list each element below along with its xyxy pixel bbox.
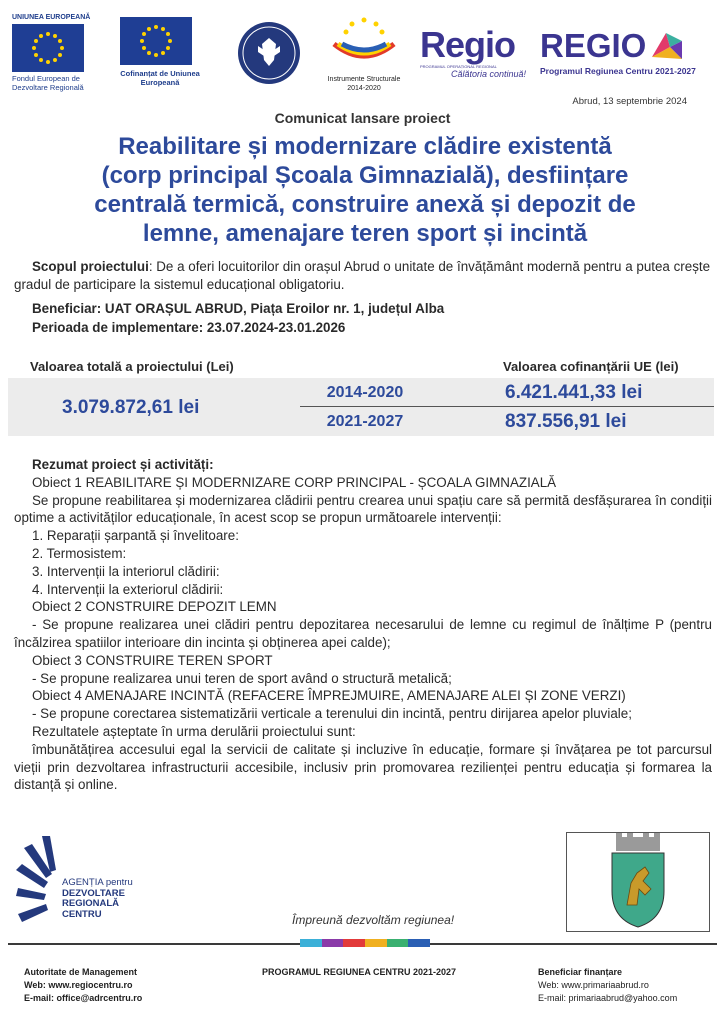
period-row <box>300 378 714 407</box>
period-row <box>300 407 714 436</box>
footer-col-2 <box>262 966 456 979</box>
regio-triangle-icon <box>650 29 684 63</box>
instrumente-logo <box>322 14 406 93</box>
period: 2021-2027 <box>326 412 404 430</box>
summary-line: - Se propune corectarea sistematizării verticale a terenului din incintă, pentru dirijarea apelor pluviale; <box>32 706 632 722</box>
regio-logo <box>420 26 532 79</box>
fedr-label: Fondul European de Dezvoltare Regională <box>12 74 84 92</box>
adr-line: AGENȚIA pentru <box>62 877 133 888</box>
total-value: 3.079.872,61 lei <box>62 397 200 418</box>
summary-line: Rezultatele așteptate în urma derulării proiectului sunt: <box>32 723 356 739</box>
col2-title: PROGRAMUL REGIUNEA CENTRU 2021-2027 <box>262 967 457 977</box>
slogan: Împreună dezvoltăm regiunea! <box>292 913 455 927</box>
eu-label: UNIUNEA EUROPEANĂ <box>12 14 91 21</box>
scope-text: : De a oferi locuitorilor din orașul Abrud o unitate de învățământ modernă pentru a putea crește gradul de participare la sistemul educațional obligatoriu. <box>14 259 711 292</box>
summary-line: Obiect 3 CONSTRUIRE TEREN SPORT <box>32 652 273 668</box>
col3-email[interactable]: E-mail: primariaabrud@yahoo.com <box>538 993 678 1003</box>
instrumente-structurale-icon <box>322 14 406 70</box>
summary-line: îmbunătățirea accesului egal la servicii de calitate și incluzive în educație, formare și învățarea pe tot parcursul vieții prin dezvoltarea infrastructurii accesibile, inclusiv prin promovarea rezilienței pentru educația și formarea la distanță și online. <box>14 741 712 793</box>
title-line: lemne, amenajare teren sport și incintă <box>142 220 588 247</box>
regio-small: PROGRAMUL OPERAȚIONAL REGIONAL <box>420 64 497 69</box>
adr-line: REGIONALĂ <box>62 898 119 909</box>
eu-logo-block <box>12 14 92 94</box>
summary-line: 2. Termosistem: <box>32 545 127 561</box>
adr-line: CENTRU <box>62 908 102 920</box>
eu-flag-icon <box>12 24 84 72</box>
regio-word: Regio <box>420 24 516 65</box>
adr-logo <box>16 834 146 930</box>
footer-col-1 <box>24 966 142 1005</box>
announcement-label: Comunicat lansare proiect <box>274 110 451 126</box>
regio2-logo <box>540 28 715 76</box>
abrud-coat-of-arms-icon <box>567 833 709 931</box>
amount: 837.556,91 lei <box>505 410 627 432</box>
title-line: centrală termică, construire anexă și depozit de <box>94 191 636 218</box>
coat-of-arms-box <box>566 832 710 932</box>
regio2-sub: Programul Regiunea Centru 2021-2027 <box>540 66 696 76</box>
project-title <box>20 132 710 248</box>
guvern-seal-icon <box>236 20 302 86</box>
adr-line: DEZVOLTARE <box>62 887 125 899</box>
col3-web[interactable]: Web: www.primariaabrud.ro <box>538 980 649 990</box>
period: 2014-2020 <box>326 383 404 401</box>
scope-paragraph <box>14 258 712 294</box>
date: Abrud, 13 septembrie 2024 <box>572 96 687 107</box>
summary-line: Obiect 4 AMENAJARE INCINTĂ (REFACERE ÎMPREJMUIRE, AMENAJARE ALEI ȘI ZONE VERZI) <box>32 688 626 704</box>
regio-tagline: Călătoria continuă! <box>450 69 526 79</box>
title-line: (corp principal Școala Gimnazială), desființare <box>101 162 629 189</box>
regio2-word: REGIO <box>540 27 647 64</box>
summary-section <box>14 456 712 794</box>
total-label: Valoarea totală a proiectului (Lei) <box>30 359 234 374</box>
cofin-label: Valoarea cofinanțării UE (lei) <box>503 359 679 374</box>
guvern-logo <box>236 20 302 86</box>
cofinantat-label: Cofinanțat de Uniunea Europeană <box>120 69 200 87</box>
instrumente-label: Instrumente Structurale 2014-2020 <box>327 76 401 92</box>
footer-color-bar <box>300 939 430 947</box>
perioada: Perioada de implementare: 23.07.2024-23.01.2026 <box>32 320 346 335</box>
col3-title: Beneficiar finanțare <box>538 967 623 977</box>
amount: 6.421.441,33 lei <box>505 381 643 403</box>
adr-text <box>62 878 133 920</box>
scope-label: Scopul proiectului <box>32 259 149 274</box>
summary-line: Se propune reabilitarea și modernizarea clădirii pentru crearea unui spațiu care să permită desfășurarea în condiții optime a activităților educaționale, în acest scop se propun următoarele intervenții: <box>14 492 712 526</box>
beneficiar: Beneficiar: UAT ORAȘUL ABRUD, Piața Eroilor nr. 1, județul Alba <box>32 301 445 316</box>
col1-email[interactable]: E-mail: office@adrcentru.ro <box>24 993 143 1003</box>
summary-line: 4. Intervenții la exteriorul clădirii: <box>32 581 224 597</box>
eu-flag-icon-2 <box>120 17 192 65</box>
summary-heading: Rezumat proiect și activități: <box>32 457 214 472</box>
col1-web[interactable]: Web: www.regiocentru.ro <box>24 980 133 990</box>
summary-line: - Se propune realizarea unui teren de sport având o structură metalică; <box>32 670 452 686</box>
col1-title: Autoritate de Management <box>24 967 138 977</box>
title-line: Reabilitare și modernizare clădire existentă <box>118 133 612 160</box>
summary-line: 1. Reparații șarpantă și învelitoare: <box>32 528 239 544</box>
cofinantat-logo-block <box>120 17 200 87</box>
summary-line: 3. Intervenții la interiorul clădirii: <box>32 563 220 579</box>
summary-line: Obiect 1 REABILITARE ȘI MODERNIZARE CORP PRINCIPAL - ȘCOALA GIMNAZIALĂ <box>32 474 557 490</box>
footer-col-3 <box>538 966 677 1005</box>
summary-line: Obiect 2 CONSTRUIRE DEPOZIT LEMN <box>32 599 277 615</box>
summary-line: - Se propune realizarea unei clădiri pentru depozitarea necesarului de lemne cu regimul de înălțime P (pentru încălzirea spatiilor interioare din incinta și obținerea apei calde); <box>14 617 712 650</box>
